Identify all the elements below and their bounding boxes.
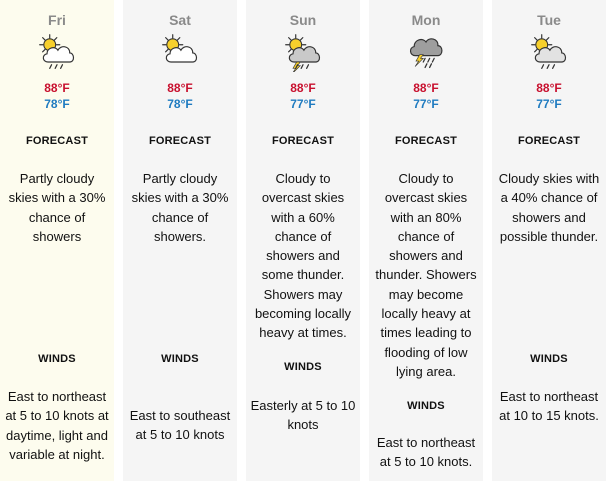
- sun-cloud-rain-icon: [529, 32, 569, 72]
- forecast-text: Cloudy to overcast skies with a 60% chance of showers and some thunder. Showers may becoming locally heavy at times.: [254, 171, 352, 341]
- day-column-fri: [0, 0, 114, 481]
- high-temp: 88°F: [167, 81, 193, 95]
- winds-text: East to northeast at 5 to 10 knots at daytime, light and variable at night.: [5, 389, 109, 462]
- forecast-text: Cloudy skies with a 40% chance of showers and possible thunder.: [498, 171, 600, 244]
- winds-heading: WINDS: [161, 353, 199, 365]
- high-temp: 88°F: [536, 81, 562, 95]
- low-temp: 77°F: [290, 97, 316, 111]
- winds-text: East to northeast at 5 to 10 knots.: [376, 435, 476, 470]
- high-temp: 88°F: [413, 81, 439, 95]
- forecast-heading: FORECAST: [394, 135, 458, 147]
- thunderstorm-icon: [406, 32, 446, 72]
- low-temp: 78°F: [167, 97, 193, 111]
- low-temp: 77°F: [536, 97, 562, 111]
- low-temp: 77°F: [413, 97, 439, 111]
- day-name: Mon: [411, 12, 441, 28]
- forecast-text: Partly cloudy skies with a 30% chance of showers.: [131, 171, 229, 244]
- partly-cloudy-icon: [160, 32, 200, 72]
- winds-heading: WINDS: [530, 353, 568, 365]
- forecast-heading: FORECAST: [25, 135, 89, 147]
- forecast-heading: FORECAST: [517, 135, 581, 147]
- forecast-heading: FORECAST: [148, 135, 212, 147]
- day-column-tue: [492, 0, 606, 481]
- winds-text: East to northeast at 10 to 15 knots.: [499, 389, 599, 424]
- day-name: Sun: [289, 12, 317, 28]
- sun-cloud-thunderstorm-icon: [283, 32, 323, 72]
- winds-text: East to southeast at 5 to 10 knots: [129, 408, 231, 443]
- partly-cloudy-icon: [37, 32, 77, 72]
- day-name: Fri: [48, 12, 66, 28]
- low-temp: 78°F: [44, 97, 70, 111]
- high-temp: 88°F: [44, 81, 70, 95]
- winds-heading: WINDS: [38, 353, 76, 365]
- winds-heading: WINDS: [284, 361, 322, 373]
- day-name: Sat: [169, 12, 191, 28]
- day-column-sat: [123, 0, 237, 481]
- day-column-sun: [246, 0, 360, 481]
- winds-text: Easterly at 5 to 10 knots: [250, 398, 356, 433]
- forecast-heading: FORECAST: [271, 135, 335, 147]
- forecast-text: Partly cloudy skies with a 30% chance of showers: [8, 171, 106, 244]
- day-column-mon: [369, 0, 483, 481]
- winds-heading: WINDS: [407, 400, 445, 412]
- high-temp: 88°F: [290, 81, 316, 95]
- day-name: Tue: [537, 12, 561, 28]
- forecast-text: Cloudy to overcast skies with an 80% chance of showers and thunder. Showers may become locally heavy at times leading to flooding of low lying area.: [375, 171, 477, 379]
